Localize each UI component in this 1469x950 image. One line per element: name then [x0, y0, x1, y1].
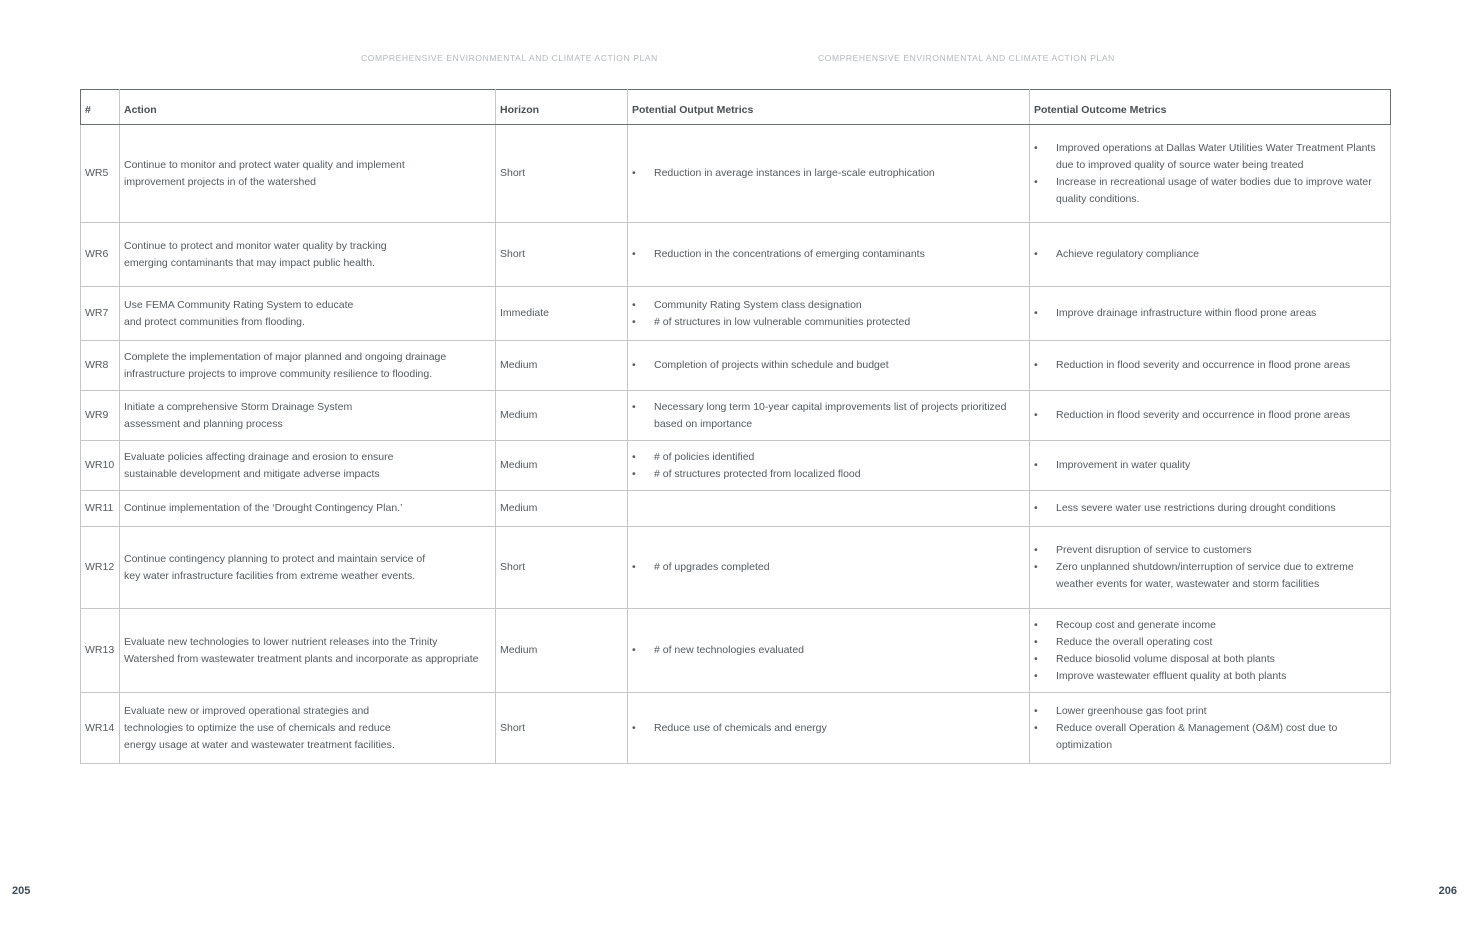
table-row [81, 693, 1391, 764]
outcome-metric-item: • Improvement in water quality [1034, 457, 1386, 474]
outcome-metric-item: • Improve drainage infrastructure within flood prone areas [1034, 305, 1386, 322]
output-metric-item: • Reduce use of chemicals and energy [632, 720, 1025, 737]
row-id: WR7 [81, 287, 120, 341]
action-cell [120, 223, 496, 287]
action-line: emerging contaminants that may impact public health. [124, 256, 375, 269]
outcome-metrics-cell [1030, 527, 1391, 609]
running-header-right: COMPREHENSIVE ENVIRONMENTAL AND CLIMATE ACTION PLAN [818, 53, 1115, 63]
outcome-metrics-cell [1030, 391, 1391, 441]
horizon-cell: Medium [496, 441, 628, 491]
column-header-output-metrics: Potential Output Metrics [628, 90, 1030, 125]
outcome-metric-item: • Increase in recreational usage of water bodies due to improve water quality conditions. [1034, 174, 1386, 208]
action-cell [120, 125, 496, 223]
action-cell [120, 391, 496, 441]
table-row [81, 341, 1391, 391]
action-line: Watershed from wastewater treatment plants and incorporate as appropriate [124, 652, 479, 665]
action-cell [120, 693, 496, 764]
action-line: Continue contingency planning to protect and maintain service of [124, 552, 426, 565]
running-header-left: COMPREHENSIVE ENVIRONMENTAL AND CLIMATE ACTION PLAN [361, 53, 658, 63]
output-metrics-cell [628, 441, 1030, 491]
action-line: Continue implementation of the ‘Drought Contingency Plan.’ [124, 502, 403, 514]
action-line: energy usage at water and wastewater treatment facilities. [124, 738, 395, 751]
row-id: WR12 [81, 527, 120, 609]
action-cell [120, 341, 496, 391]
outcome-metrics-cell [1030, 441, 1391, 491]
row-id: WR6 [81, 223, 120, 287]
action-line: Initiate a comprehensive Storm Drainage System [124, 400, 353, 413]
page-number-right: 206 [1438, 885, 1457, 897]
horizon-cell: Medium [496, 609, 628, 693]
outcome-metric-item: • Reduce overall Operation & Management (O&M) cost due to optimization [1034, 720, 1386, 754]
action-line: Evaluate policies affecting drainage and erosion to ensure [124, 450, 394, 463]
output-metrics-cell [628, 491, 1030, 527]
output-metrics-cell [628, 693, 1030, 764]
output-metrics-cell [628, 391, 1030, 441]
horizon-cell: Medium [496, 341, 628, 391]
outcome-metric-item: • Reduce biosolid volume disposal at both plants [1034, 651, 1386, 668]
output-metrics-cell [628, 287, 1030, 341]
action-line: assessment and planning process [124, 417, 283, 430]
action-line: sustainable development and mitigate adverse impacts [124, 467, 380, 480]
table-row [81, 527, 1391, 609]
horizon-cell: Short [496, 693, 628, 764]
column-header-outcome-metrics: Potential Outcome Metrics [1030, 90, 1391, 125]
outcome-metric-item: • Reduce the overall operating cost [1034, 634, 1386, 651]
row-id: WR8 [81, 341, 120, 391]
table-row [81, 441, 1391, 491]
action-line: Continue to protect and monitor water quality by tracking [124, 239, 387, 252]
row-id: WR14 [81, 693, 120, 764]
output-metrics-cell [628, 223, 1030, 287]
outcome-metric-item: • Improved operations at Dallas Water Utilities Water Treatment Plants due to improved quality of source water being treated [1034, 140, 1386, 174]
output-metrics-cell [628, 341, 1030, 391]
output-metric-item: • # of new technologies evaluated [632, 642, 1025, 659]
table-row [81, 223, 1391, 287]
outcome-metrics-cell [1030, 223, 1391, 287]
output-metric-item: • Completion of projects within schedule and budget [632, 357, 1025, 374]
action-line: improvement projects in of the watershed [124, 175, 317, 188]
horizon-cell: Short [496, 223, 628, 287]
output-metric-item: • # of policies identified [632, 449, 1025, 466]
action-line: technologies to optimize the use of chemicals and reduce [124, 721, 391, 734]
outcome-metrics-cell [1030, 125, 1391, 223]
action-line: Continue to monitor and protect water quality and implement [124, 158, 405, 171]
outcome-metrics-cell [1030, 287, 1391, 341]
table-row [81, 609, 1391, 693]
horizon-cell: Short [496, 527, 628, 609]
horizon-cell: Immediate [496, 287, 628, 341]
action-line: key water infrastructure facilities from extreme weather events. [124, 569, 416, 582]
outcome-metric-item: • Improve wastewater effluent quality at both plants [1034, 668, 1386, 685]
action-cell [120, 441, 496, 491]
action-line: infrastructure projects to improve community resilience to flooding. [124, 367, 433, 380]
action-line: Evaluate new technologies to lower nutrient releases into the Trinity [124, 635, 438, 648]
action-line: Evaluate new or improved operational strategies and [124, 704, 370, 717]
table-header-row [81, 90, 1391, 125]
action-cell [120, 287, 496, 341]
output-metric-item: • # of structures protected from localized flood [632, 466, 1025, 483]
table-row [81, 287, 1391, 341]
outcome-metric-item: • Prevent disruption of service to customers [1034, 542, 1386, 559]
table-row [81, 491, 1391, 527]
outcome-metrics-cell [1030, 693, 1391, 764]
action-cell [120, 527, 496, 609]
output-metric-item: • Necessary long term 10-year capital improvements list of projects prioritized based on importance [632, 399, 1025, 433]
horizon-cell: Medium [496, 491, 628, 527]
action-line: and protect communities from flooding. [124, 315, 305, 328]
outcome-metrics-cell [1030, 341, 1391, 391]
output-metric-item: • Reduction in average instances in large-scale eutrophication [632, 165, 1025, 182]
horizon-cell: Medium [496, 391, 628, 441]
outcome-metric-item: • Recoup cost and generate income [1034, 617, 1386, 634]
outcome-metric-item: • Reduction in flood severity and occurrence in flood prone areas [1034, 407, 1386, 424]
action-line: Use FEMA Community Rating System to educate [124, 298, 354, 311]
output-metrics-cell [628, 125, 1030, 223]
output-metric-item: • # of structures in low vulnerable communities protected [632, 314, 1025, 331]
outcome-metric-item: • Zero unplanned shutdown/interruption of service due to extreme weather events for water, wastewater and storm facilities [1034, 559, 1386, 593]
output-metric-item: • # of upgrades completed [632, 559, 1025, 576]
output-metric-item: • Reduction in the concentrations of emerging contaminants [632, 246, 1025, 263]
page-number-left: 205 [12, 885, 31, 897]
table-row [81, 391, 1391, 441]
outcome-metric-item: • Achieve regulatory compliance [1034, 246, 1386, 263]
table-row [81, 125, 1391, 223]
outcome-metrics-cell [1030, 609, 1391, 693]
column-header-action: Action [120, 90, 496, 125]
outcome-metric-item: • Reduction in flood severity and occurrence in flood prone areas [1034, 357, 1386, 374]
action-line: Complete the implementation of major planned and ongoing drainage [124, 350, 447, 363]
row-id: WR11 [81, 491, 120, 527]
outcome-metric-item: • Lower greenhouse gas foot print [1034, 703, 1386, 720]
outcome-metrics-cell [1030, 491, 1391, 527]
output-metric-item: • Community Rating System class designation [632, 297, 1025, 314]
row-id: WR5 [81, 125, 120, 223]
column-header-number: # [81, 90, 120, 125]
output-metrics-cell [628, 609, 1030, 693]
column-header-horizon: Horizon [496, 90, 628, 125]
action-metrics-table [80, 89, 1391, 764]
horizon-cell: Short [496, 125, 628, 223]
row-id: WR9 [81, 391, 120, 441]
outcome-metric-item: • Less severe water use restrictions during drought conditions [1034, 500, 1386, 517]
action-cell [120, 491, 496, 527]
action-cell [120, 609, 496, 693]
row-id: WR10 [81, 441, 120, 491]
row-id: WR13 [81, 609, 120, 693]
output-metrics-cell [628, 527, 1030, 609]
